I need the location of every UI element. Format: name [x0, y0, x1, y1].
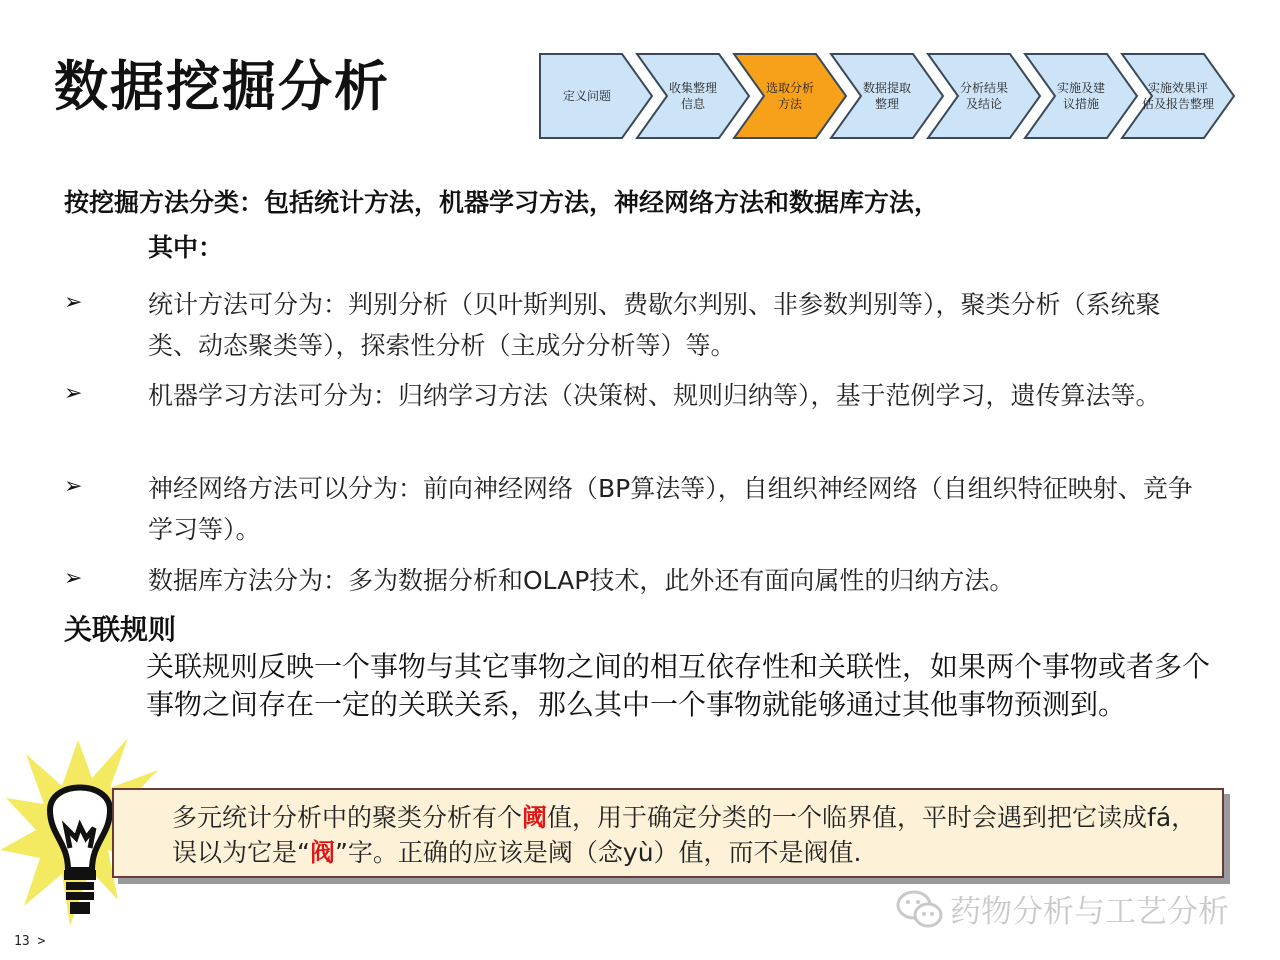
tip-text-part: 多元统计分析中的聚类分析有个: [172, 803, 523, 832]
watermark-text: 药物分析与工艺分析: [950, 894, 1229, 930]
watermark: [896, 886, 1229, 931]
page-number: 13 >: [14, 934, 46, 949]
process-step-label: 收集整理 信息: [668, 81, 717, 111]
tip-highlight-char: 阈: [522, 803, 548, 832]
tip-box: [112, 788, 1224, 878]
method-item-database: 数据库方法分为：多为数据分析和OLAP技术，此外还有面向属性的归纳方法。: [148, 566, 1015, 595]
bullet-marker: ➢: [64, 566, 83, 591]
tip-highlight-char: 阀: [309, 838, 335, 867]
process-step-label: 数据提取 整理: [862, 81, 911, 111]
process-step-label: 定义问题: [562, 89, 611, 103]
method-item-machine-learning: 机器学习方法可分为：归纳学习方法（决策树、规则归纳等），基于范例学习，遗传算法等。: [148, 381, 1161, 410]
method-item-statistics: 统计方法可分为：判别分析（贝叶斯判别、费歇尔判别、非参数判别等），聚类分析（系统聚类、动态聚类等），探索性分析（主成分分析等）等。: [148, 290, 1161, 360]
process-flow: [538, 48, 1280, 144]
intro-line-2: 其中：: [148, 233, 224, 262]
bullet-marker: ➢: [64, 381, 83, 406]
tip-text-part: 值，用于确定分类的一个临界值，平时会遇到把它读成fá，误以为它是“: [172, 803, 1197, 867]
process-step-label: 实施效果评 估及报告整理: [1141, 81, 1214, 111]
bullet-marker: ➢: [64, 474, 83, 499]
slide-title: 数据挖掘分析: [54, 55, 390, 118]
process-step-label: 实施及建 议措施: [1056, 81, 1105, 111]
method-item-neural-network: 神经网络方法可以分为：前向神经网络（BP算法等），自组织神经网络（自组织特征映射、竞争学习等）。: [148, 474, 1193, 544]
bullet-marker: ➢: [64, 290, 83, 315]
association-rules-heading: 关联规则: [64, 613, 177, 646]
tip-text-part: ”字。正确的应该是阈（念yù）值，而不是阀值.: [334, 838, 862, 867]
association-rules-text: 关联规则反映一个事物与其它事物之间的相互依存性和关联性，如果两个事物或者多个事物之间存在一定的关联关系，那么其中一个事物就能够通过其他事物预测到。: [146, 650, 1211, 721]
chat-bubble-icon: [896, 889, 944, 929]
tip-text: [172, 800, 1212, 870]
process-step-label: 分析结果 及结论: [959, 81, 1008, 111]
process-step-label: 选取分析 方法: [765, 81, 814, 111]
intro-line-1: 按挖掘方法分类：包括统计方法，机器学习方法，神经网络方法和数据库方法，: [64, 188, 940, 217]
